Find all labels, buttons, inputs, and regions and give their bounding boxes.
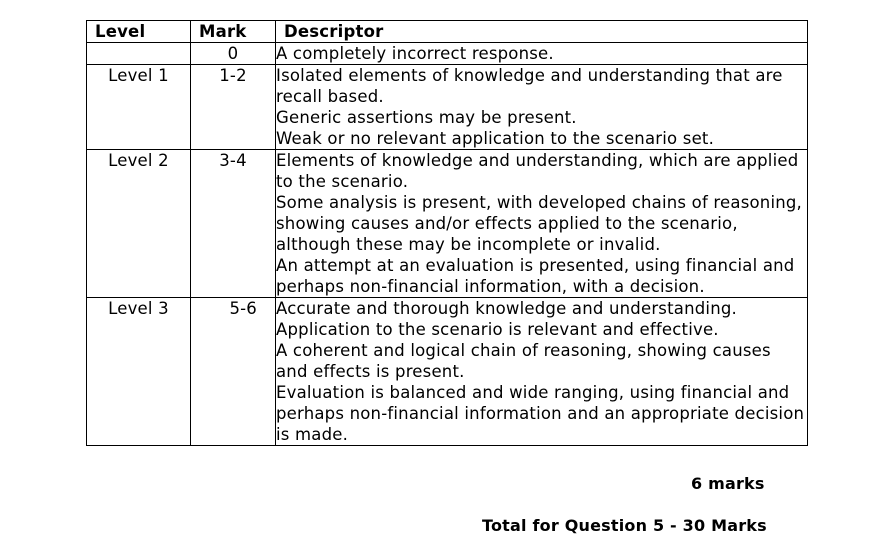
- level-cell: [87, 43, 191, 65]
- mark-cell: 5-6: [191, 298, 276, 446]
- header-mark: Mark: [191, 21, 276, 43]
- descriptor-line: Elements of knowledge and understanding, which are applied to the scenario.: [276, 151, 799, 191]
- descriptor-cell: [276, 298, 808, 446]
- descriptor-line: Application to the scenario is relevant and effective.: [276, 320, 719, 339]
- descriptor-cell: [276, 65, 808, 150]
- table-header-row: [87, 21, 808, 43]
- table-row: [87, 150, 808, 298]
- level-cell: Level 2: [87, 150, 191, 298]
- descriptor-line: Evaluation is balanced and wide ranging, using financial and perhaps non-financial information and an appropriate decision is made.: [276, 383, 805, 444]
- table-row: [87, 43, 808, 65]
- mark-cell: 3-4: [191, 150, 276, 298]
- header-descriptor: Descriptor: [276, 21, 808, 43]
- descriptor-line: A completely incorrect response.: [276, 44, 554, 63]
- mark-cell: 0: [191, 43, 276, 65]
- descriptor-line: Accurate and thorough knowledge and understanding.: [276, 299, 737, 318]
- table-row: [87, 298, 808, 446]
- level-cell: Level 1: [87, 65, 191, 150]
- header-level: Level: [87, 21, 191, 43]
- descriptor-line: Some analysis is present, with developed chains of reasoning, showing causes and/or effects applied to the scenario, although these may be incomplete or invalid.: [276, 193, 803, 254]
- section-marks: 6 marks: [691, 474, 765, 493]
- question-total: Total for Question 5 - 30 Marks: [482, 516, 767, 535]
- mark-cell: 1-2: [191, 65, 276, 150]
- level-cell: Level 3: [87, 298, 191, 446]
- descriptor-line: Weak or no relevant application to the scenario set.: [276, 129, 715, 148]
- descriptor-line: Generic assertions may be present.: [276, 108, 577, 127]
- mark-scheme-table: [86, 20, 808, 446]
- descriptor-line: A coherent and logical chain of reasoning, showing causes and effects is present.: [276, 341, 771, 381]
- descriptor-line: An attempt at an evaluation is presented, using financial and perhaps non-financial information, with a decision.: [276, 256, 795, 296]
- descriptor-line: Isolated elements of knowledge and understanding that are recall based.: [276, 66, 783, 106]
- descriptor-cell: [276, 150, 808, 298]
- table-row: [87, 65, 808, 150]
- descriptor-cell: [276, 43, 808, 65]
